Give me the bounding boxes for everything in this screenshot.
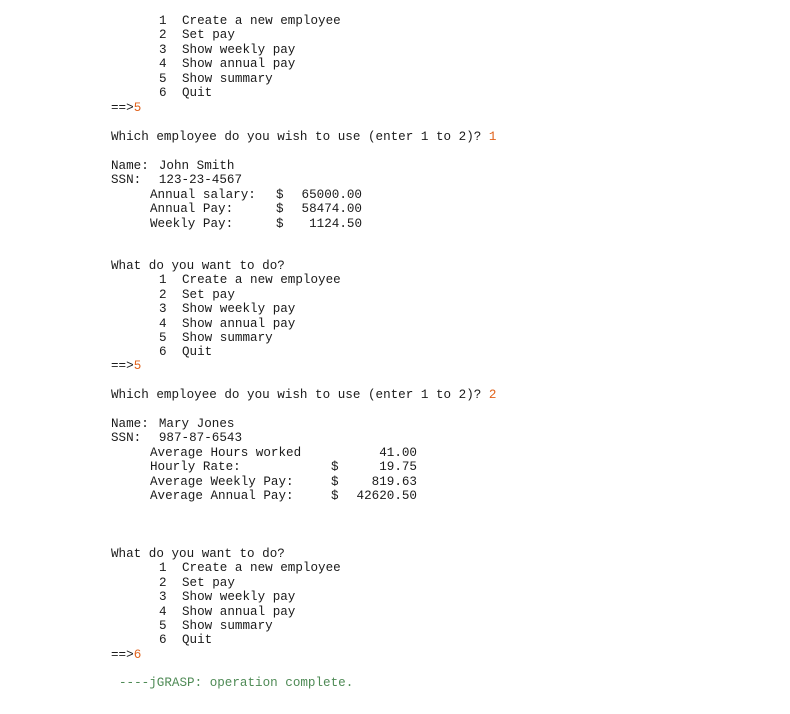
menu-choice-input: 6 <box>133 648 142 662</box>
input-prompt <box>111 101 141 115</box>
menu-item-label: Quit <box>182 633 213 648</box>
summary-row-currency: $ <box>276 202 284 217</box>
employee-question-line <box>111 388 496 402</box>
menu-item-label: Show weekly pay <box>182 590 296 605</box>
input-prompt <box>111 648 141 662</box>
name-label: Name: <box>111 159 149 173</box>
menu-item-label: Show weekly pay <box>182 42 296 57</box>
menu-item-label: Create a new employee <box>182 14 341 28</box>
menu-item-number: 1 <box>159 14 167 28</box>
employee-ssn: 987-87-6543 <box>158 431 243 446</box>
summary-row-label: Annual salary: <box>150 187 256 202</box>
menu-choice-input: 5 <box>133 359 142 373</box>
employee-name: Mary Jones <box>158 417 235 431</box>
menu-item-number: 3 <box>159 302 167 317</box>
menu-item-label: Quit <box>182 86 213 100</box>
name-label: Name: <box>111 417 149 431</box>
employee-ssn: 123-23-4567 <box>158 173 243 188</box>
input-prompt <box>111 359 141 373</box>
summary-row-label: Hourly Rate: <box>150 460 241 475</box>
menu-item-number: 2 <box>159 575 167 590</box>
menu-prompt: What do you want to do? <box>111 259 285 273</box>
menu-item-label: Show annual pay <box>182 604 296 619</box>
menu-item-number: 2 <box>159 287 167 302</box>
menu-item-number: 4 <box>159 316 167 331</box>
summary-row-label: Annual Pay: <box>150 202 234 217</box>
summary-row-label: Average Annual Pay: <box>150 489 294 503</box>
menu-item-label: Show annual pay <box>182 316 296 331</box>
summary-row-currency: $ <box>331 460 339 475</box>
menu-item-number: 2 <box>159 28 167 43</box>
menu-item-label: Show summary <box>182 619 273 633</box>
menu-prompt: What do you want to do? <box>111 547 285 561</box>
summary-row-value: 58474.00 <box>301 202 362 217</box>
menu-item-number: 6 <box>159 633 167 648</box>
ssn-label: SSN: <box>111 431 142 446</box>
menu-item-number: 1 <box>159 561 167 576</box>
summary-row-value: 41.00 <box>379 445 417 460</box>
employee-choice-input: 2 <box>488 388 497 402</box>
menu-item-label: Set pay <box>182 287 235 302</box>
summary-row-label: Average Hours worked <box>150 445 302 460</box>
employee-question-line <box>111 130 496 144</box>
summary-row-label: Weekly Pay: <box>150 216 234 231</box>
arrow-prompt: ==> <box>111 101 134 115</box>
menu-item-number: 5 <box>159 71 167 86</box>
summary-row-currency: $ <box>331 489 339 503</box>
menu-item-number: 3 <box>159 42 167 57</box>
employee-name: John Smith <box>158 159 235 173</box>
menu-item-label: Show weekly pay <box>182 302 296 317</box>
menu-item-number: 5 <box>159 331 167 345</box>
summary-row-value: 42620.50 <box>356 489 417 503</box>
summary-row-currency: $ <box>276 187 284 202</box>
menu-choice-input: 5 <box>133 101 142 115</box>
menu-item-label: Quit <box>182 345 213 360</box>
menu-item-number: 1 <box>159 273 167 288</box>
summary-row-value: 819.63 <box>371 474 417 489</box>
menu-item-label: Show summary <box>182 71 273 86</box>
menu-item-number: 4 <box>159 604 167 619</box>
summary-row-value: 1124.50 <box>309 216 362 231</box>
status-message: ----jGRASP: operation complete. <box>119 676 354 690</box>
summary-row-currency: $ <box>276 216 284 231</box>
menu-item-number: 4 <box>159 57 167 72</box>
summary-row-value: 19.75 <box>379 460 417 475</box>
menu-item-label: Show summary <box>182 331 273 345</box>
arrow-prompt: ==> <box>111 648 134 662</box>
menu-item-label: Set pay <box>182 28 235 43</box>
menu-item-number: 3 <box>159 590 167 605</box>
summary-row-label: Average Weekly Pay: <box>150 474 294 489</box>
menu-item-label: Create a new employee <box>182 561 341 576</box>
summary-row-value: 65000.00 <box>301 187 362 202</box>
ssn-label: SSN: <box>111 173 142 188</box>
menu-item-label: Create a new employee <box>182 273 341 288</box>
summary-row-currency: $ <box>331 474 339 489</box>
employee-choice-input: 1 <box>488 130 497 144</box>
arrow-prompt: ==> <box>111 359 134 373</box>
menu-item-label: Show annual pay <box>182 57 296 72</box>
menu-item-number: 6 <box>159 345 167 360</box>
employee-question: Which employee do you wish to use (enter 1 to 2)? <box>111 130 482 144</box>
employee-question: Which employee do you wish to use (enter 1 to 2)? <box>111 388 482 402</box>
menu-item-number: 6 <box>159 86 167 100</box>
menu-item-label: Set pay <box>182 575 235 590</box>
menu-item-number: 5 <box>159 619 167 633</box>
